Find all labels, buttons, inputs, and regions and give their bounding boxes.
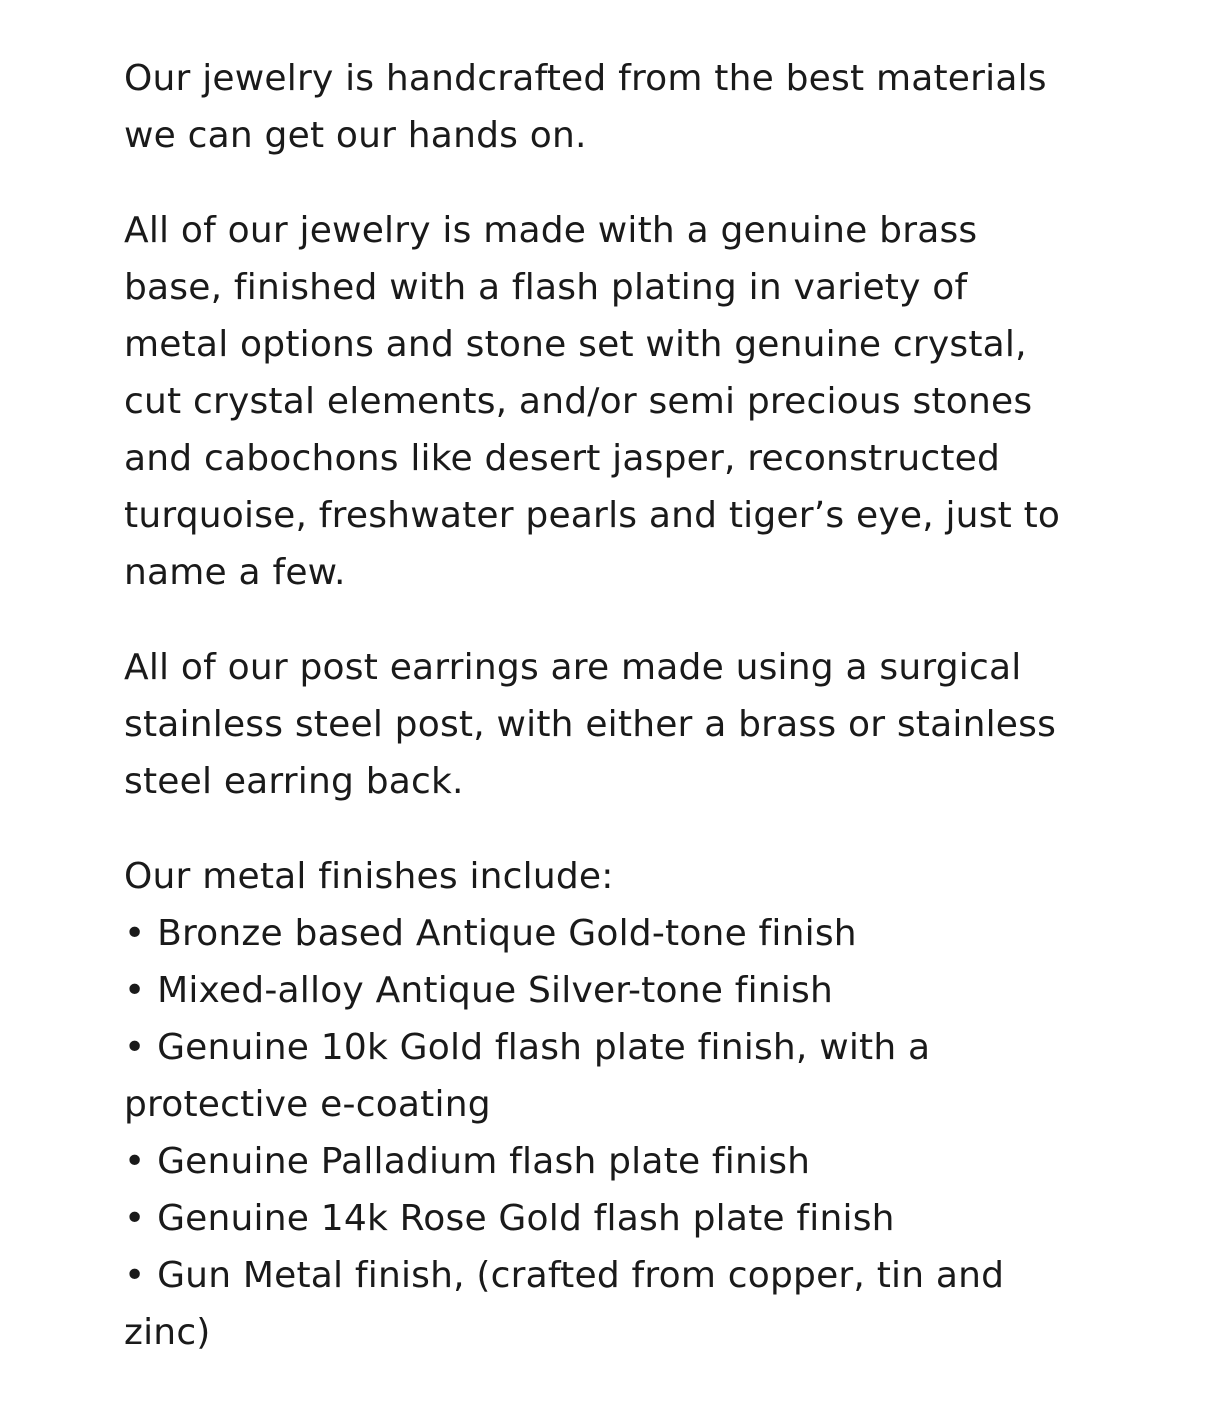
product-description — [124, 50, 1124, 1361]
finish-item: • Bronze based Antique Gold-tone finish — [124, 913, 857, 954]
text-line: All of our jewelry is made with a genuine brass — [124, 210, 978, 251]
text-line: name a few. — [124, 552, 346, 593]
text-line: base, finished with a flash plating in variety of — [124, 267, 968, 308]
finishes-list — [124, 848, 1124, 1361]
text-line: and cabochons like desert jasper, reconstructed — [124, 438, 1001, 479]
text-line: stainless steel post, with either a brass or stainless — [124, 704, 1057, 745]
finish-item: • Gun Metal finish, (crafted from copper, tin and — [124, 1255, 1005, 1296]
intro-paragraph — [124, 50, 1124, 164]
text-line: we can get our hands on. — [124, 115, 587, 156]
finish-item: • Mixed-alloy Antique Silver-tone finish — [124, 970, 833, 1011]
text-line: Our jewelry is handcrafted from the best materials — [124, 58, 1047, 99]
finishes-heading: Our metal finishes include: — [124, 856, 614, 897]
text-line: turquoise, freshwater pearls and tiger’s eye, just to — [124, 495, 1061, 536]
finish-item: • Genuine 14k Rose Gold flash plate finish — [124, 1198, 895, 1239]
finish-item: • Genuine Palladium flash plate finish — [124, 1141, 811, 1182]
materials-paragraph — [124, 202, 1124, 601]
text-line: All of our post earrings are made using a surgical — [124, 647, 1022, 688]
text-line: steel earring back. — [124, 761, 464, 802]
finish-item: • Genuine 10k Gold flash plate finish, with a — [124, 1027, 931, 1068]
earrings-paragraph — [124, 639, 1124, 810]
text-line: cut crystal elements, and/or semi precious stones — [124, 381, 1033, 422]
finish-item-continued: zinc) — [124, 1312, 211, 1353]
finish-item-continued: protective e-coating — [124, 1084, 491, 1125]
text-line: metal options and stone set with genuine crystal, — [124, 324, 1027, 365]
